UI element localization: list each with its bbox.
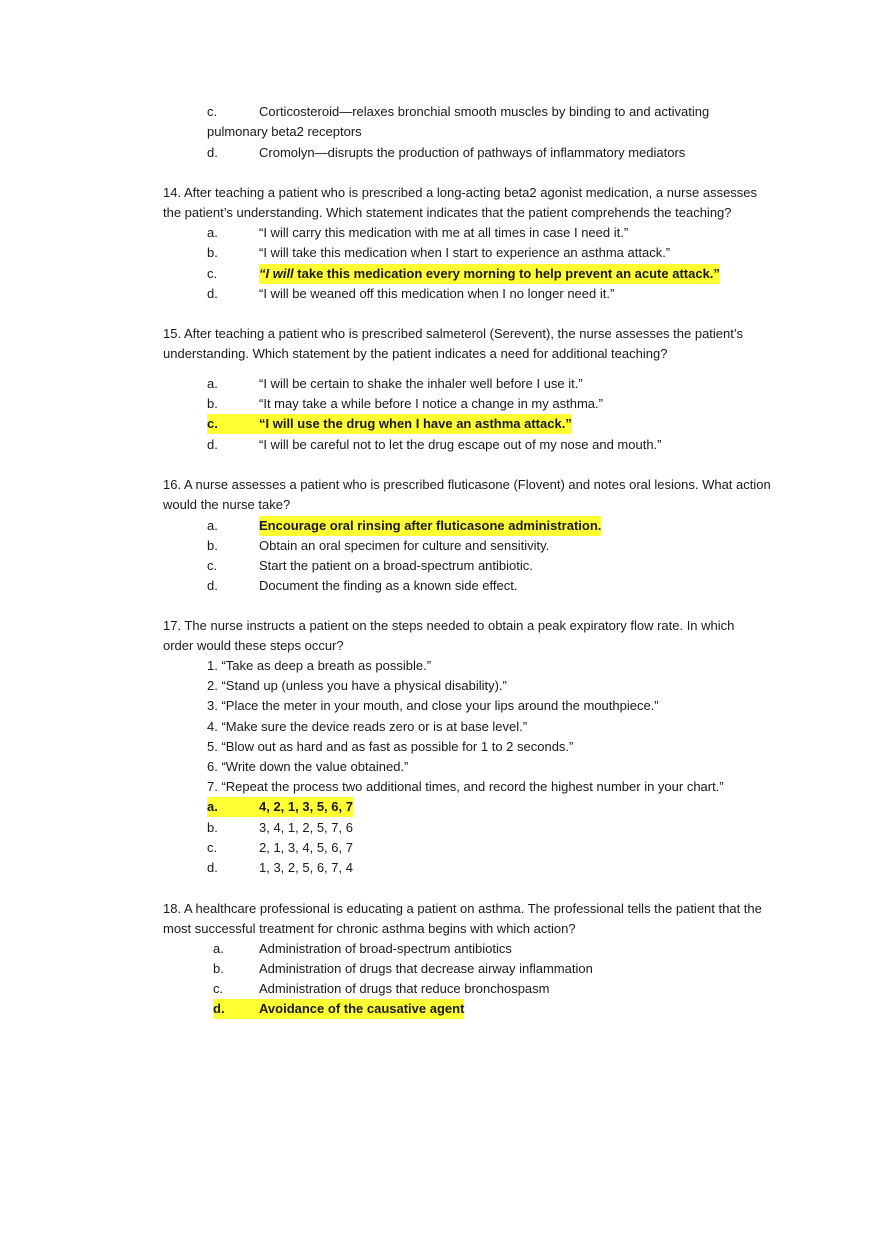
step-text: 1. “Take as deep a breath as possible.” bbox=[207, 658, 432, 673]
option-letter: a. bbox=[207, 376, 218, 391]
q13-option-c-cont bbox=[0, 122, 880, 142]
q18-stem-line2 bbox=[0, 919, 880, 939]
q13-option-c bbox=[0, 102, 880, 122]
highlighted-answer: 4, 2, 1, 3, 5, 6, 7 bbox=[259, 797, 353, 817]
q17-option-d bbox=[0, 858, 880, 878]
option-text: Obtain an oral specimen for culture and sensitivity. bbox=[259, 538, 550, 553]
q14-option-b bbox=[0, 243, 880, 263]
option-text: 1, 3, 2, 5, 6, 7, 4 bbox=[259, 860, 353, 875]
question-stem: 16. A nurse assesses a patient who is prescribed fluticasone (Flovent) and notes oral lesions. What action bbox=[163, 477, 771, 492]
option-text: Administration of broad-spectrum antibiotics bbox=[259, 941, 512, 956]
q15-option-c-correct bbox=[0, 414, 880, 434]
option-letter: b. bbox=[207, 396, 218, 411]
q18-option-b bbox=[0, 959, 880, 979]
q17-step-2 bbox=[0, 676, 880, 696]
q15-option-d bbox=[0, 435, 880, 455]
option-letter: b. bbox=[207, 245, 218, 260]
q15-stem-line1 bbox=[0, 324, 880, 344]
option-text: Administration of drugs that reduce bronchospasm bbox=[259, 981, 550, 996]
step-text: 3. “Place the meter in your mouth, and close your lips around the mouthpiece.” bbox=[207, 698, 659, 713]
option-text: take this medication every morning to help prevent an acute attack.” bbox=[293, 266, 720, 281]
step-text: 4. “Make sure the device reads zero or is at base level.” bbox=[207, 719, 528, 734]
q14-stem-line2 bbox=[0, 203, 880, 223]
option-text-continuation: pulmonary beta2 receptors bbox=[207, 124, 362, 139]
q14-option-d bbox=[0, 284, 880, 304]
question-stem: 18. A healthcare professional is educating a patient on asthma. The professional tells the patient that the bbox=[163, 901, 762, 916]
q16-option-a-correct bbox=[0, 516, 880, 536]
q13-option-d bbox=[0, 143, 880, 163]
q17-option-b bbox=[0, 818, 880, 838]
question-stem: understanding. Which statement by the patient indicates a need for additional teaching? bbox=[163, 346, 668, 361]
question-stem: 15. After teaching a patient who is prescribed salmeterol (Serevent), the nurse assesses the patient’s bbox=[163, 326, 744, 341]
option-letter: a. bbox=[207, 518, 218, 533]
option-letter: d. bbox=[207, 578, 218, 593]
option-text: 2, 1, 3, 4, 5, 6, 7 bbox=[259, 840, 353, 855]
question-stem: would the nurse take? bbox=[163, 497, 291, 512]
option-letter: d. bbox=[213, 1001, 225, 1016]
option-text: “I will carry this medication with me at all times in case I need it.” bbox=[259, 225, 629, 240]
q17-step-6 bbox=[0, 757, 880, 777]
question-stem: 14. After teaching a patient who is prescribed a long-acting beta2 agonist medication, a nurse assesses bbox=[163, 185, 758, 200]
option-letter: c. bbox=[207, 558, 218, 573]
q18-option-a bbox=[0, 939, 880, 959]
step-text: 7. “Repeat the process two additional times, and record the highest number in your chart.” bbox=[207, 779, 724, 794]
emphasis-text: “I will bbox=[259, 266, 294, 281]
option-letter: d. bbox=[207, 145, 218, 160]
highlighted-answer: Avoidance of the causative agent bbox=[259, 999, 464, 1019]
q17-stem-line2 bbox=[0, 636, 880, 656]
highlighted-answer bbox=[259, 264, 720, 284]
option-text: “I will be weaned off this medication when I no longer need it.” bbox=[259, 286, 615, 301]
option-text: “I will be careful not to let the drug escape out of my nose and mouth.” bbox=[259, 437, 662, 452]
question-stem: most successful treatment for chronic asthma begins with which action? bbox=[163, 921, 576, 936]
q17-step-7 bbox=[0, 777, 880, 797]
option-text: Start the patient on a broad-spectrum antibiotic. bbox=[259, 558, 533, 573]
step-text: 2. “Stand up (unless you have a physical disability).” bbox=[207, 678, 507, 693]
option-letter: b. bbox=[213, 961, 224, 976]
option-text: “It may take a while before I notice a change in my asthma.” bbox=[259, 396, 603, 411]
question-stem: the patient’s understanding. Which statement indicates that the patient comprehends the teaching? bbox=[163, 205, 732, 220]
option-letter: c. bbox=[207, 840, 218, 855]
q16-option-d bbox=[0, 576, 880, 596]
option-text: “I will be certain to shake the inhaler well before I use it.” bbox=[259, 376, 583, 391]
option-letter: c. bbox=[207, 416, 218, 431]
option-letter: c. bbox=[213, 981, 224, 996]
step-text: 6. “Write down the value obtained.” bbox=[207, 759, 409, 774]
step-text: 5. “Blow out as hard and as fast as possible for 1 to 2 seconds.” bbox=[207, 739, 574, 754]
option-letter: c. bbox=[207, 266, 218, 281]
option-letter: d. bbox=[207, 860, 218, 875]
q17-option-c bbox=[0, 838, 880, 858]
q17-step-3 bbox=[0, 696, 880, 716]
option-letter: b. bbox=[207, 538, 218, 553]
q17-step-4 bbox=[0, 717, 880, 737]
q18-option-d-correct bbox=[0, 999, 880, 1019]
q14-stem-line1 bbox=[0, 183, 880, 203]
q17-step-5 bbox=[0, 737, 880, 757]
option-letter: d. bbox=[207, 437, 218, 452]
q17-option-a-correct bbox=[0, 797, 880, 817]
option-text: “I will take this medication when I start to experience an asthma attack.” bbox=[259, 245, 671, 260]
question-stem: order would these steps occur? bbox=[163, 638, 344, 653]
option-letter: a. bbox=[207, 225, 218, 240]
q18-stem-line1 bbox=[0, 899, 880, 919]
option-letter: a. bbox=[207, 799, 218, 814]
option-letter: a. bbox=[213, 941, 224, 956]
q18-option-c bbox=[0, 979, 880, 999]
option-letter: b. bbox=[207, 820, 218, 835]
option-text: Document the finding as a known side effect. bbox=[259, 578, 518, 593]
q17-step-1 bbox=[0, 656, 880, 676]
q17-stem-line1 bbox=[0, 616, 880, 636]
option-letter: c. bbox=[207, 104, 218, 119]
q16-option-b bbox=[0, 536, 880, 556]
q16-stem-line1 bbox=[0, 475, 880, 495]
highlighted-answer: Encourage oral rinsing after fluticasone administration. bbox=[259, 516, 601, 536]
q16-option-c bbox=[0, 556, 880, 576]
highlighted-answer: “I will use the drug when I have an asthma attack.” bbox=[259, 414, 572, 434]
q16-stem-line2 bbox=[0, 495, 880, 515]
q14-option-a bbox=[0, 223, 880, 243]
q15-option-a bbox=[0, 374, 880, 394]
question-stem: 17. The nurse instructs a patient on the steps needed to obtain a peak expiratory flow rate. In which bbox=[163, 618, 735, 633]
option-text: Corticosteroid—relaxes bronchial smooth muscles by binding to and activating bbox=[259, 104, 710, 119]
q15-option-b bbox=[0, 394, 880, 414]
option-text: Administration of drugs that decrease airway inflammation bbox=[259, 961, 593, 976]
option-text: 3, 4, 1, 2, 5, 7, 6 bbox=[259, 820, 353, 835]
option-letter: d. bbox=[207, 286, 218, 301]
q15-stem-line2 bbox=[0, 344, 880, 364]
q14-option-c-correct bbox=[0, 264, 880, 284]
option-text: Cromolyn—disrupts the production of pathways of inflammatory mediators bbox=[259, 145, 686, 160]
